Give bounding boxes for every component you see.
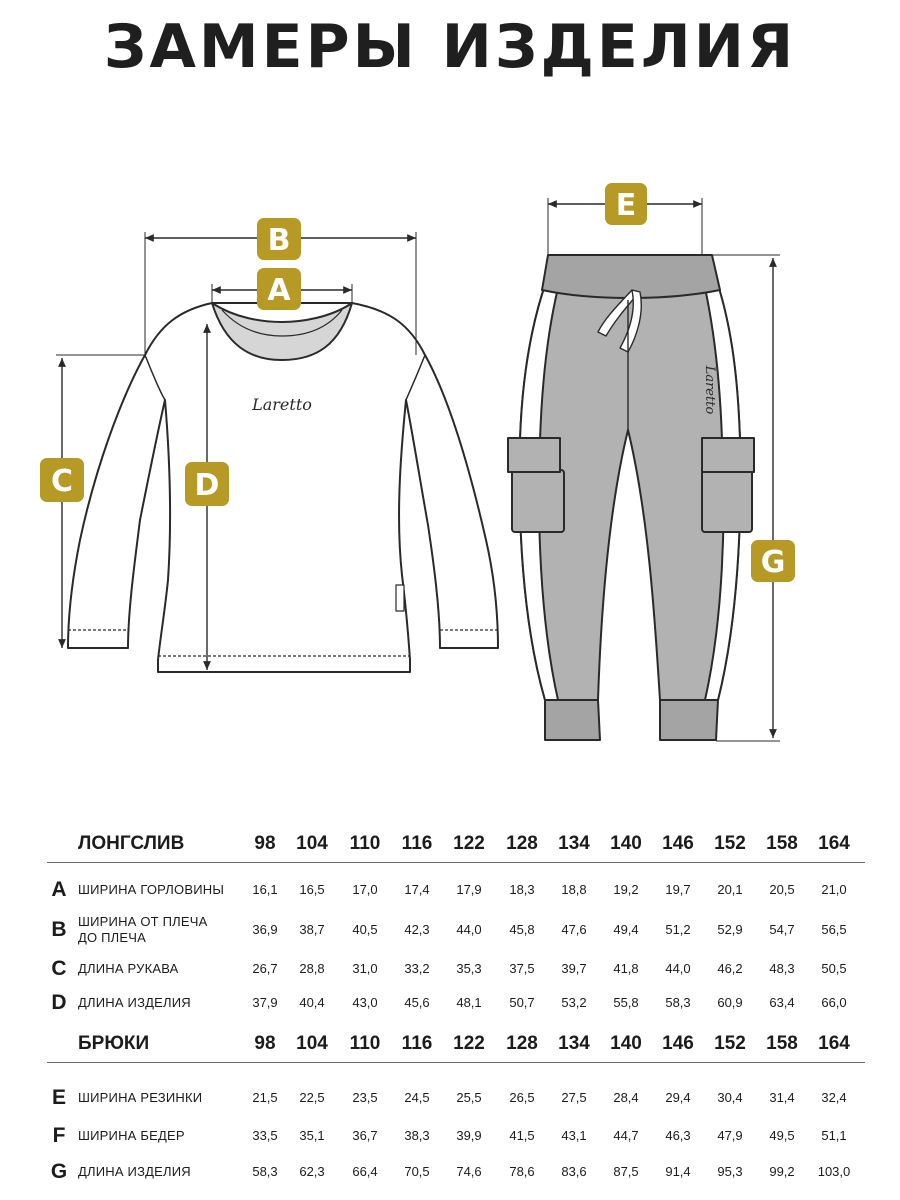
measurement-value: 28,4 xyxy=(613,1090,639,1105)
measurement-value: 55,8 xyxy=(613,995,639,1010)
size-column-header: 134 xyxy=(558,833,590,854)
measurement-value: 26,7 xyxy=(252,961,278,976)
measurement-value: 36,7 xyxy=(352,1128,378,1143)
marker-c xyxy=(40,458,84,502)
measurement-value: 25,5 xyxy=(456,1090,482,1105)
measurement-value: 22,5 xyxy=(299,1090,325,1105)
measurement-value: 46,2 xyxy=(717,961,743,976)
svg-text:G: G xyxy=(760,545,786,580)
size-column-header: 152 xyxy=(714,833,746,854)
svg-text:B: B xyxy=(267,223,291,258)
measurement-value: 48,1 xyxy=(456,995,482,1010)
measurement-value: 40,4 xyxy=(299,995,325,1010)
size-column-header: 152 xyxy=(714,1033,746,1054)
measurement-label xyxy=(78,870,238,910)
measurement-value: 47,6 xyxy=(561,922,587,937)
pants-logo: Laretto xyxy=(702,365,717,415)
measurement-value: 83,6 xyxy=(561,1164,587,1179)
measurement-value: 29,4 xyxy=(665,1090,691,1105)
page-title: ЗАМЕРЫ ИЗДЕЛИЯ xyxy=(103,12,797,82)
measurement-value: 60,9 xyxy=(717,995,743,1010)
measurement-value: 24,5 xyxy=(404,1090,430,1105)
measurement-value: 41,5 xyxy=(509,1128,535,1143)
svg-text:D: D xyxy=(194,468,220,503)
measurement-value: 74,6 xyxy=(456,1164,482,1179)
size-column-header: 164 xyxy=(818,1033,850,1054)
measurement-value: 51,2 xyxy=(665,922,691,937)
measurement-value: 47,9 xyxy=(717,1128,743,1143)
measurement-value: 18,8 xyxy=(561,882,587,897)
measurement-value: 18,3 xyxy=(509,882,535,897)
measurement-value: 27,5 xyxy=(561,1090,587,1105)
measurement-value: 43,0 xyxy=(352,995,378,1010)
size-column-header: 134 xyxy=(558,1033,590,1054)
size-column-header: 110 xyxy=(349,833,381,854)
measurement-value: 39,7 xyxy=(561,961,587,976)
measurement-row xyxy=(0,910,900,950)
size-column-header: 116 xyxy=(401,833,433,854)
measurement-value: 16,5 xyxy=(299,882,325,897)
measurement-value: 26,5 xyxy=(509,1090,535,1105)
size-column-header: 164 xyxy=(818,833,850,854)
measurement-label xyxy=(78,1116,238,1156)
measurement-row xyxy=(0,983,900,1023)
measurement-value: 52,9 xyxy=(717,922,743,937)
measurement-letter: F xyxy=(52,1124,66,1147)
measurement-value: 16,1 xyxy=(252,882,278,897)
svg-text:E: E xyxy=(615,188,637,223)
measurement-value: 38,3 xyxy=(404,1128,430,1143)
measurement-letter: C xyxy=(51,957,67,980)
measurement-value: 28,8 xyxy=(299,961,325,976)
measurement-value: 33,2 xyxy=(404,961,430,976)
measurement-value: 103,0 xyxy=(817,1164,851,1179)
measurement-value: 44,7 xyxy=(613,1128,639,1143)
measurement-letter: E xyxy=(51,1086,66,1109)
measurement-label-text: ШИРИНА ГОРЛОВИНЫ xyxy=(78,882,225,897)
measurement-value: 56,5 xyxy=(821,922,847,937)
size-column-header: 104 xyxy=(296,833,328,854)
measurement-value: 51,1 xyxy=(821,1128,847,1143)
measurement-value: 58,3 xyxy=(252,1164,278,1179)
measurement-label xyxy=(78,910,218,950)
longsleeve-drawing xyxy=(68,303,498,672)
measurement-row xyxy=(0,1116,900,1156)
measurement-value: 43,1 xyxy=(561,1128,587,1143)
measurement-value: 45,6 xyxy=(404,995,430,1010)
measurement-label-text: ДЛИНА ИЗДЕЛИЯ xyxy=(78,995,191,1010)
size-column-header: 116 xyxy=(401,1033,433,1054)
pants-header-divider xyxy=(47,1062,865,1063)
measurement-value: 21,0 xyxy=(821,882,847,897)
measurement-value: 99,2 xyxy=(769,1164,795,1179)
measurement-row xyxy=(0,870,900,910)
measurement-value: 63,4 xyxy=(769,995,795,1010)
marker-e xyxy=(605,183,647,225)
size-column-header: 98 xyxy=(254,833,276,854)
measurement-value: 50,7 xyxy=(509,995,535,1010)
measurement-value: 36,9 xyxy=(252,922,278,937)
measurement-value: 17,4 xyxy=(404,882,430,897)
measurement-label-text: ШИРИНА ОТ ПЛЕЧА ДО ПЛЕЧА xyxy=(78,914,208,945)
measurement-value: 32,4 xyxy=(821,1090,847,1105)
measurement-value: 38,7 xyxy=(299,922,325,937)
measurement-value: 91,4 xyxy=(665,1164,691,1179)
measurement-value: 19,7 xyxy=(665,882,691,897)
measurement-value: 66,0 xyxy=(821,995,847,1010)
size-column-header: 158 xyxy=(766,1033,798,1054)
size-column-header: 140 xyxy=(610,833,642,854)
measurement-value: 41,8 xyxy=(613,961,639,976)
measurement-value: 53,2 xyxy=(561,995,587,1010)
measurement-value: 17,0 xyxy=(352,882,378,897)
measurement-value: 45,8 xyxy=(509,922,535,937)
marker-d xyxy=(185,462,229,506)
measurement-value: 37,9 xyxy=(252,995,278,1010)
measurement-value: 95,3 xyxy=(717,1164,743,1179)
measurement-value: 20,1 xyxy=(717,882,743,897)
measurement-value: 31,0 xyxy=(352,961,378,976)
pants-left-pocket xyxy=(512,470,564,532)
measurement-value: 23,5 xyxy=(352,1090,378,1105)
size-column-header: 146 xyxy=(662,1033,694,1054)
measurement-row xyxy=(0,1152,900,1192)
measurement-row xyxy=(0,1078,900,1118)
size-column-header: 104 xyxy=(296,1033,328,1054)
measurement-label xyxy=(78,1152,238,1192)
measurement-letter: A xyxy=(51,878,67,901)
measurement-value: 62,3 xyxy=(299,1164,325,1179)
measurement-value: 54,7 xyxy=(769,922,795,937)
size-column-header: 128 xyxy=(506,1033,538,1054)
measurement-label-text: ДЛИНА ИЗДЕЛИЯ xyxy=(78,1164,191,1179)
measurement-letter: B xyxy=(51,918,67,941)
measurement-value: 30,4 xyxy=(717,1090,743,1105)
measurement-value: 37,5 xyxy=(509,961,535,976)
measurement-value: 78,6 xyxy=(509,1164,535,1179)
svg-text:A: A xyxy=(267,273,291,308)
size-column-header: 98 xyxy=(254,1033,276,1054)
measurement-value: 17,9 xyxy=(456,882,482,897)
measurement-label xyxy=(78,1078,238,1118)
measurement-letter: D xyxy=(51,991,67,1014)
measurement-value: 48,3 xyxy=(769,961,795,976)
marker-a xyxy=(257,268,301,310)
longsleeve-logo: Laretto xyxy=(252,395,312,414)
size-column-header: 146 xyxy=(662,833,694,854)
size-column-header: 122 xyxy=(453,1033,485,1054)
measurement-value: 35,3 xyxy=(456,961,482,976)
measurement-value: 44,0 xyxy=(665,961,691,976)
measurement-value: 49,4 xyxy=(613,922,639,937)
measurement-value: 66,4 xyxy=(352,1164,378,1179)
measurement-value: 35,1 xyxy=(299,1128,325,1143)
measurement-value: 44,0 xyxy=(456,922,482,937)
measurement-value: 50,5 xyxy=(821,961,847,976)
longsleeve-header-divider xyxy=(47,862,865,863)
measurement-value: 58,3 xyxy=(665,995,691,1010)
longsleeve-heading: ЛОНГСЛИВ xyxy=(78,833,185,854)
pants-header-row xyxy=(0,1028,900,1060)
size-column-header: 140 xyxy=(610,1033,642,1054)
measurement-value: 87,5 xyxy=(613,1164,639,1179)
size-column-header: 122 xyxy=(453,833,485,854)
measurement-value: 33,5 xyxy=(252,1128,278,1143)
measurement-label-text: ШИРИНА РЕЗИНКИ xyxy=(78,1090,203,1105)
measurement-value: 19,2 xyxy=(613,882,639,897)
measurement-value: 31,4 xyxy=(769,1090,795,1105)
measurement-label-text: ДЛИНА РУКАВА xyxy=(78,961,179,976)
measurement-value: 21,5 xyxy=(252,1090,278,1105)
measurement-value: 70,5 xyxy=(404,1164,430,1179)
size-column-header: 128 xyxy=(506,833,538,854)
measurement-value: 49,5 xyxy=(769,1128,795,1143)
size-column-header: 110 xyxy=(349,1033,381,1054)
size-column-header: 158 xyxy=(766,833,798,854)
measurement-value: 40,5 xyxy=(352,922,378,937)
measurement-value: 46,3 xyxy=(665,1128,691,1143)
longsleeve-header-row xyxy=(0,828,900,860)
pants-right-cuff xyxy=(660,700,718,740)
garment-illustration xyxy=(0,150,900,810)
measurement-value: 42,3 xyxy=(404,922,430,937)
pants-left-cuff xyxy=(545,700,600,740)
measurement-label xyxy=(78,983,238,1023)
measurement-value: 39,9 xyxy=(456,1128,482,1143)
measurement-letter: G xyxy=(50,1160,68,1183)
svg-text:C: C xyxy=(50,464,74,499)
marker-g xyxy=(751,540,795,582)
measurement-diagram xyxy=(0,150,900,810)
pants-right-pocket xyxy=(702,470,752,532)
measurement-value: 20,5 xyxy=(769,882,795,897)
marker-b xyxy=(257,218,301,260)
pants-drawing xyxy=(508,255,754,740)
pants-heading: БРЮКИ xyxy=(78,1033,150,1054)
measurement-label-text: ШИРИНА БЕДЕР xyxy=(78,1128,185,1143)
